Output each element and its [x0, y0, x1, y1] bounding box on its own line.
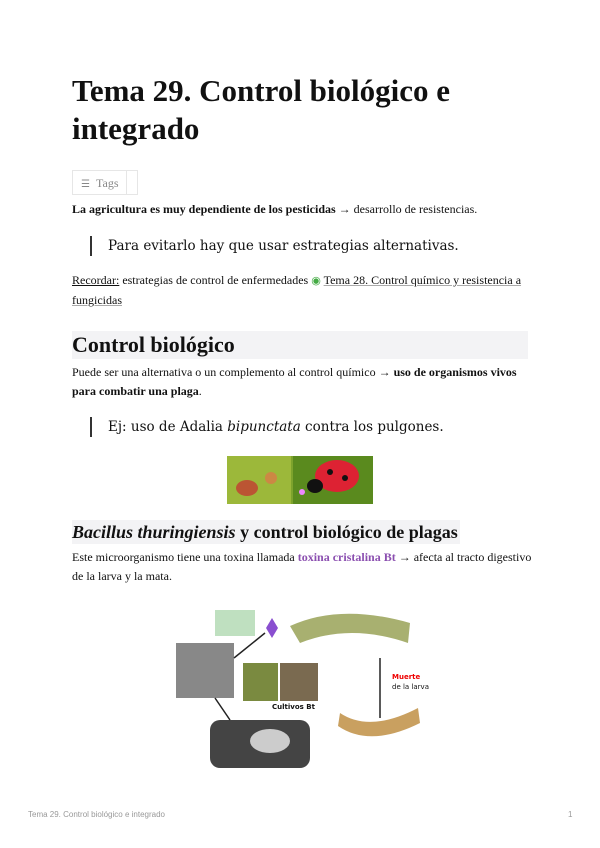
quote-alternatives: Para evitarlo hay que usar estrategias alternativas. — [90, 236, 459, 256]
list-icon: ☰ — [81, 179, 90, 190]
arrow: → — [335, 202, 354, 216]
text: y control biológico de plagas — [235, 522, 458, 542]
footer-title: Tema 29. Control biológico e integrado — [28, 810, 165, 819]
death-sub-label: de la larva — [392, 683, 429, 691]
page-title: Tema 29. Control biológico e integrado — [72, 73, 451, 146]
italic-text: Bacillus thuringiensis — [72, 522, 236, 542]
page-link-tema-28[interactable]: Tema 28. Control químico y resistencia a fungicidas — [72, 273, 522, 307]
microbe-icon: ◉ — [311, 275, 324, 287]
text: Este microorganismo tiene una toxina llamada — [72, 550, 298, 564]
highlight-text: toxina cristalina Bt — [297, 550, 396, 564]
section-heading-bacillus — [72, 520, 460, 544]
tags-property[interactable] — [72, 170, 138, 195]
text: contra los pulgones. — [300, 419, 444, 435]
section2-paragraph — [72, 548, 532, 586]
intro-paragraph — [72, 200, 532, 219]
text: → afecta al tracto digestivo de la larva y la mata. — [72, 550, 532, 583]
italic-text: bipunctata — [227, 419, 301, 435]
section-heading-control-biologico: Control biológico — [72, 331, 528, 359]
intro-rest: desarrollo de resistencias. — [353, 202, 478, 216]
text: Ej: uso de Adalia — [108, 419, 228, 435]
tags-label: Tags — [96, 176, 119, 190]
remember-label: Recordar: — [72, 273, 120, 287]
bold-text: uso de organismos vivos para combatir una plaga — [72, 365, 517, 398]
crops-label: Cultivos Bt — [272, 703, 315, 711]
intro-bold: La agricultura es muy dependiente de los pesticidas — [72, 202, 336, 216]
text: Puede ser una alternativa o un complemento al control químico → — [72, 365, 394, 379]
quote-example — [90, 417, 444, 437]
ladybug-image — [227, 456, 373, 504]
death-label: Muerte — [392, 673, 421, 681]
remember-text: estrategias de control de enfermedades — [119, 273, 312, 287]
remember-paragraph — [72, 271, 532, 310]
text: . — [198, 384, 202, 398]
bt-diagram — [170, 598, 435, 778]
section1-paragraph — [72, 363, 532, 401]
page-number: 1 — [568, 810, 573, 819]
